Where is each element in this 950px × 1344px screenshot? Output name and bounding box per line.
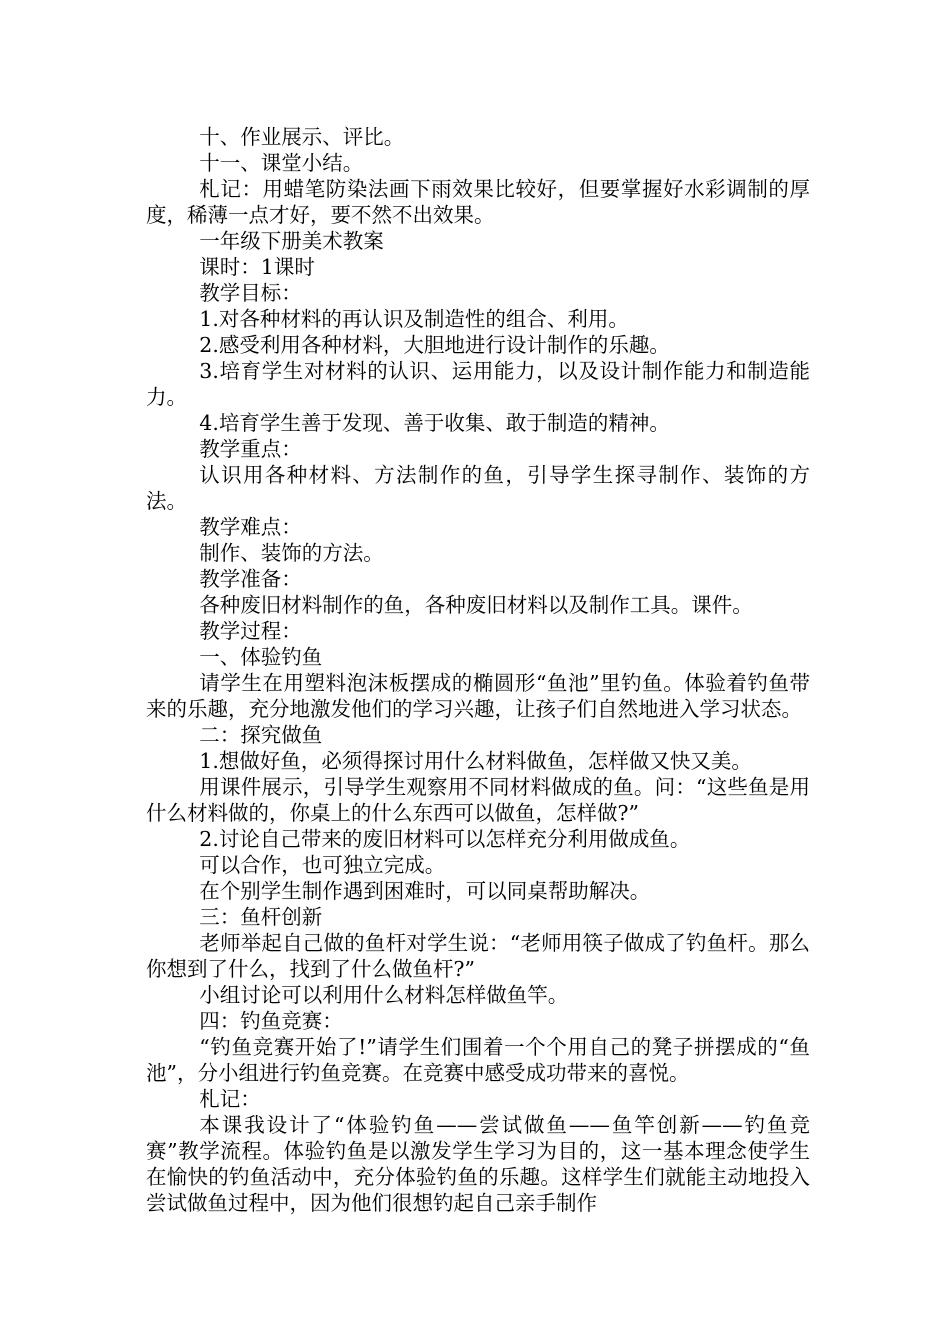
paragraph: 用课件展示，引导学生观察用不同材料做成的鱼。问：“这些鱼是用什么材料做的，你桌上的什么东西可以做鱼，怎样做?” (146, 775, 810, 825)
heading: 一、体验钓鱼 (199, 645, 323, 669)
list-item: 2.讨论自己带来的废旧材料可以怎样充分利用做成鱼。 (199, 827, 691, 851)
list-item: 2.感受利用各种材料，大胆地进行设计制作的乐趣。 (199, 333, 670, 357)
heading: 教学重点： (199, 437, 302, 461)
paragraph: 老师举起自己做的鱼杆对学生说：“老师用筷子做成了钓鱼杆。那么你想到了什么，找到了什么做鱼杆?” (146, 931, 810, 981)
document-body (146, 124, 810, 1216)
paragraph: 札记：用蜡笔防染法画下雨效果比较好，但要掌握好水彩调制的厚度，稀薄一点才好，要不然不出效果。 (146, 177, 810, 227)
paragraph: 认识用各种材料、方法制作的鱼，引导学生探寻制作、装饰的方法。 (146, 463, 810, 513)
section-title: 一年级下册美术教案 (199, 229, 384, 253)
paragraph: 制作、装饰的方法。 (199, 541, 384, 565)
list-item: 1.对各种材料的再认识及制造性的组合、利用。 (199, 307, 629, 331)
heading: 四：钓鱼竞赛： (199, 1009, 343, 1033)
list-item: 1.想做好鱼，必须得探讨用什么材料做鱼，怎样做又快又美。 (199, 749, 752, 773)
paragraph: 可以合作，也可独立完成。 (199, 853, 446, 877)
paragraph: 各种废旧材料制作的鱼，各种废旧材料以及制作工具。课件。 (199, 593, 753, 617)
heading: 二：探究做鱼 (199, 723, 323, 747)
paragraph: 本课我设计了“体验钓鱼——尝试做鱼——鱼竿创新——钓鱼竞赛”教学流程。体验钓鱼是以激发学生学习为目的，这一基本理念使学生在愉快的钓鱼活动中，充分体验钓鱼的乐趣。这样学生们就能主动地投入尝试做鱼过程中，因为他们很想钓起自己亲手制作 (146, 1113, 810, 1215)
heading: 札记： (199, 1087, 261, 1111)
heading: 教学目标： (199, 281, 302, 305)
paragraph: 在个别学生制作遇到困难时，可以同桌帮助解决。 (199, 879, 651, 903)
paragraph: 请学生在用塑料泡沫板摆成的椭圆形“鱼池”里钓鱼。体验着钓鱼带来的乐趣，充分地激发他们的学习兴趣，让孩子们自然地进入学习状态。 (146, 671, 810, 721)
heading: 教学准备： (199, 567, 302, 591)
paragraph: 课时：1课时 (199, 255, 315, 279)
paragraph: 小组讨论可以利用什么材料怎样做鱼竿。 (199, 983, 569, 1007)
paragraph: 十一、课堂小结。 (199, 151, 364, 175)
heading: 教学难点： (199, 515, 302, 539)
paragraph: 十、作业展示、评比。 (199, 125, 405, 149)
heading: 教学过程： (199, 619, 302, 643)
paragraph: “钓鱼竞赛开始了!”请学生们围着一个个用自己的凳子拼摆成的“鱼池”，分小组进行钓鱼竞赛。在竞赛中感受成功带来的喜悦。 (146, 1035, 810, 1085)
heading: 三：鱼杆创新 (199, 905, 323, 929)
list-item: 3.培育学生对材料的认识、运用能力，以及设计制作能力和制造能力。 (146, 359, 810, 409)
list-item: 4.培育学生善于发现、善于收集、敢于制造的精神。 (199, 411, 670, 435)
